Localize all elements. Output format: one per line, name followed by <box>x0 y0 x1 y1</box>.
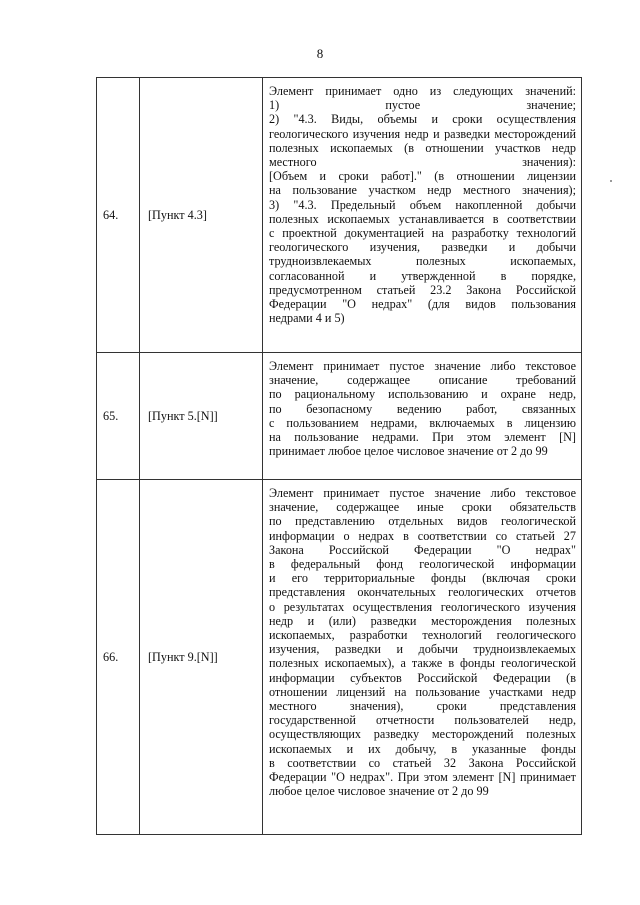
scan-speck <box>610 180 612 182</box>
description-line: с пользованием недрами, включаемых в лицензию <box>269 415 576 430</box>
row-number: 65. <box>97 353 140 480</box>
description-line: представления окончательных геологических отчетов <box>269 585 576 600</box>
description-line: любое целое числовое значение от 2 до 99 <box>269 784 489 799</box>
row-reference: [Пункт 5.[N]] <box>140 353 263 480</box>
description-line: государственной отчетности пользователей недр, <box>269 713 576 728</box>
description-line: геологического изучения, разведки и добычи <box>269 240 576 255</box>
description-line: полезных ископаемых устанавливается в соответствии <box>269 211 576 226</box>
description-line: Федерации "О недрах" (для видов пользования <box>269 297 576 312</box>
row-description <box>263 480 582 835</box>
description-line: в федеральный фонд геологической информации <box>269 557 576 572</box>
description-line: с проектной документацией на разработку технологий <box>269 226 576 241</box>
description-line: 2) "4.3. Виды, объемы и сроки осуществления <box>269 112 576 127</box>
description-line: полезных ископаемых (в отношении участков недр <box>269 140 576 155</box>
description-line: Элемент принимает одно из следующих значений: <box>269 84 576 98</box>
description-line: недрами 4 и 5) <box>269 311 345 326</box>
table-row <box>97 78 582 353</box>
description-line: предусмотренном статьей 23.2 Закона Российской <box>269 282 576 297</box>
description-line: геологического изучения недр и разведки месторождений <box>269 126 576 141</box>
description-line: 1) пустое значение; <box>269 98 576 113</box>
row-reference: [Пункт 9.[N]] <box>140 480 263 835</box>
elements-table <box>96 77 582 835</box>
description-line: Федерации "О недрах". При этом элемент [N] принимает <box>269 770 576 785</box>
description-line: местного значения), сроки представления <box>269 699 576 714</box>
description-line: 3) "4.3. Предельный объем накопленной добычи <box>269 197 576 212</box>
description-line: недр и (или) разведки месторождения полезных <box>269 613 576 628</box>
description-line: Элемент принимает пустое значение либо текстовое <box>269 359 576 373</box>
description-line: по представлению отдельных видов геологической <box>269 514 576 529</box>
description-line: значение, содержащее иные сроки обязательств <box>269 500 576 515</box>
row-description <box>263 78 582 353</box>
description-line: и его территориальные фонды (включая сроки <box>269 571 576 586</box>
description-line: ископаемых и их добычу, в указанные фонды <box>269 741 576 756</box>
description-line: на пользование недрами. При этом элемент [N] <box>269 430 576 445</box>
description-line: принимает любое целое числовое значение от 2 до 99 <box>269 444 548 459</box>
description-line: значение, содержащее описание требований <box>269 373 576 388</box>
description-line: трудноизвлекаемых полезных ископаемых, <box>269 254 576 269</box>
row-description <box>263 353 582 480</box>
description-line: о результатах осуществления геологического изучения <box>269 599 576 614</box>
row-number: 64. <box>97 78 140 353</box>
description-line: осуществляющих разведку месторождений полезных <box>269 727 576 742</box>
description-line: Закона Российской Федерации "О недрах" <box>269 542 576 557</box>
description-line: местного значения): <box>269 155 576 170</box>
description-line: на пользование участком недр местного значения); <box>269 183 576 198</box>
description-line: Элемент принимает пустое значение либо текстовое <box>269 486 576 500</box>
description-line: изучения, разведки и добычи трудноизвлекаемых <box>269 642 576 657</box>
row-reference: [Пункт 4.3] <box>140 78 263 353</box>
row-number: 66. <box>97 480 140 835</box>
description-line: [Объем и сроки работ]." (в отношении лицензии <box>269 169 576 184</box>
description-line: отношении лицензий на пользование участками недр <box>269 684 576 699</box>
description-line: ископаемых, разработки технологий геологического <box>269 628 576 643</box>
description-line: полезных ископаемых), а также в фонды геологической <box>269 656 576 671</box>
page-number: 8 <box>316 46 324 61</box>
table-row <box>97 353 582 480</box>
description-line: по безопасному ведению работ, связанных <box>269 401 576 416</box>
description-line: по рациональному использованию и охране недр, <box>269 387 576 402</box>
description-line: согласованной и утвержденной в порядке, <box>269 268 576 283</box>
description-line: информации о недрах в соответствии со статьей 27 <box>269 528 576 543</box>
description-line: в соответствии со статьей 32 Закона Российской <box>269 755 576 770</box>
description-line: информации субъектов Российской Федерации (в <box>269 670 576 685</box>
table-row <box>97 480 582 835</box>
